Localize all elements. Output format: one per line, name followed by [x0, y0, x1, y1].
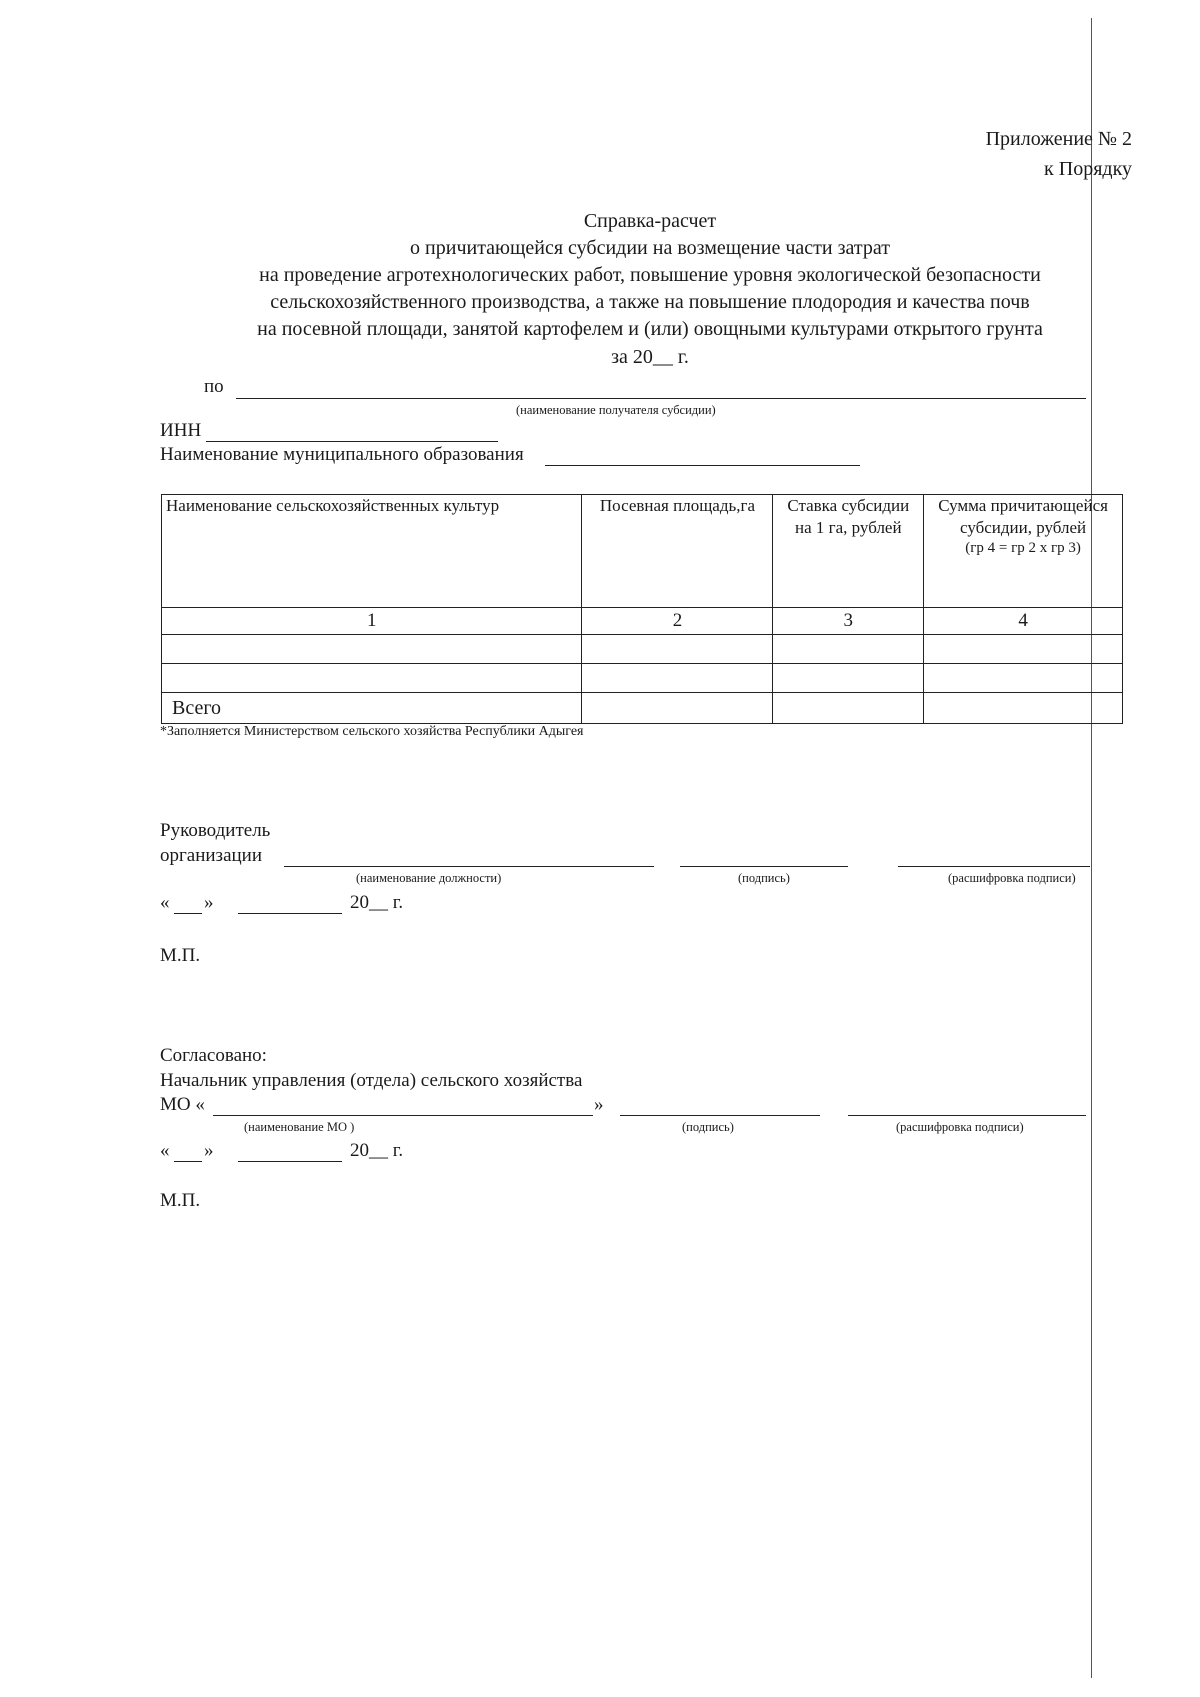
caption-mo-signature: (подпись): [682, 1120, 734, 1134]
head-title-line2: организации: [160, 845, 263, 866]
table-cell[interactable]: [162, 635, 582, 664]
header-sum: [924, 495, 1123, 608]
total-cell[interactable]: [924, 693, 1123, 724]
header-sum-label: Сумма причитающейся субсидии, рублей: [938, 496, 1108, 537]
mo-date-day-field[interactable]: [174, 1161, 202, 1162]
document-title: Справка-расчет: [583, 210, 717, 232]
title-line-3: на проведение агротехнологических работ, повышение уровня экологической безопасности: [259, 264, 1041, 286]
header-area: Посевная площадь,га: [582, 495, 773, 608]
caption-mo-name: (наименование МО ): [244, 1120, 355, 1134]
mo-suffix: »: [594, 1094, 604, 1115]
header-rate: Ставка субсидии на 1 га, рублей: [773, 495, 924, 608]
recipient-caption: (наименование получателя субсидии): [516, 403, 716, 417]
table-cell[interactable]: [773, 664, 924, 693]
mo-name-field[interactable]: [213, 1115, 593, 1116]
municipality-field[interactable]: [545, 465, 860, 466]
signature-field[interactable]: [680, 866, 848, 867]
inn-label: ИНН: [160, 420, 202, 441]
appendix-number: Приложение № 2: [985, 128, 1132, 150]
municipality-label: Наименование муниципального образования: [160, 444, 524, 465]
table-row: [162, 664, 1123, 693]
column-number: 2: [582, 608, 773, 635]
date-day-field[interactable]: [174, 913, 202, 914]
footnote: *Заполняется Министерством сельского хозяйства Республики Адыгея: [160, 724, 584, 739]
stamp-label: М.П.: [160, 945, 201, 966]
mo-date-open-quote: «: [160, 1140, 170, 1161]
mo-signature-decoding-field[interactable]: [848, 1115, 1086, 1116]
title-line-2: о причитающейся субсидии на возмещение части затрат: [410, 237, 890, 259]
mo-date-month-field[interactable]: [238, 1161, 342, 1162]
recipient-field[interactable]: [236, 398, 1086, 399]
table-cell[interactable]: [162, 664, 582, 693]
column-number: 1: [162, 608, 582, 635]
total-label: Всего: [162, 693, 582, 724]
mo-date-close-quote: »: [204, 1140, 214, 1161]
table-cell[interactable]: [924, 664, 1123, 693]
header-crops: Наименование сельскохозяйственных культур: [162, 495, 582, 608]
formula-note: (гр 4 = гр 2 х гр 3): [965, 540, 1081, 556]
table-row: [162, 635, 1123, 664]
mo-prefix: МО «: [160, 1094, 205, 1115]
mo-signature-field[interactable]: [620, 1115, 820, 1116]
table-cell[interactable]: [773, 635, 924, 664]
mo-date-year: 20__ г.: [350, 1140, 404, 1161]
table-cell[interactable]: [582, 664, 773, 693]
position-field[interactable]: [284, 866, 654, 867]
head-title-line1: Руководитель: [160, 820, 271, 841]
mo-stamp-label: М.П.: [160, 1190, 201, 1211]
appendix-reference: к Порядку: [1044, 158, 1132, 180]
total-row: [162, 693, 1123, 724]
column-number-row: [162, 608, 1123, 635]
date-close-quote: »: [204, 892, 214, 913]
table-cell[interactable]: [924, 635, 1123, 664]
total-cell[interactable]: [582, 693, 773, 724]
title-line-4: сельскохозяйственного производства, а также на повышение плодородия и качества почв: [270, 291, 1030, 313]
caption-decoding: (расшифровка подписи): [948, 871, 1076, 885]
caption-mo-decoding: (расшифровка подписи): [896, 1120, 1024, 1134]
agriculture-head-title: Начальник управления (отдела) сельского хозяйства: [160, 1070, 583, 1091]
recipient-prefix: по: [204, 376, 224, 397]
date-month-field[interactable]: [238, 913, 342, 914]
column-number: 4: [924, 608, 1123, 635]
signature-decoding-field[interactable]: [898, 866, 1090, 867]
inn-field[interactable]: [206, 441, 498, 442]
caption-signature: (подпись): [738, 871, 790, 885]
date-year: 20__ г.: [350, 892, 404, 913]
column-number: 3: [773, 608, 924, 635]
date-open-quote: «: [160, 892, 170, 913]
table-header-row: [162, 495, 1123, 608]
subsidy-table: [161, 494, 1123, 724]
table-cell[interactable]: [582, 635, 773, 664]
total-cell[interactable]: [773, 693, 924, 724]
caption-position: (наименование должности): [356, 871, 502, 885]
agreed-label: Согласовано:: [160, 1045, 267, 1066]
title-line-5: на посевной площади, занятой картофелем и (или) овощными культурами открытого грунта: [257, 318, 1043, 340]
title-period: за 20__ г.: [611, 346, 689, 368]
